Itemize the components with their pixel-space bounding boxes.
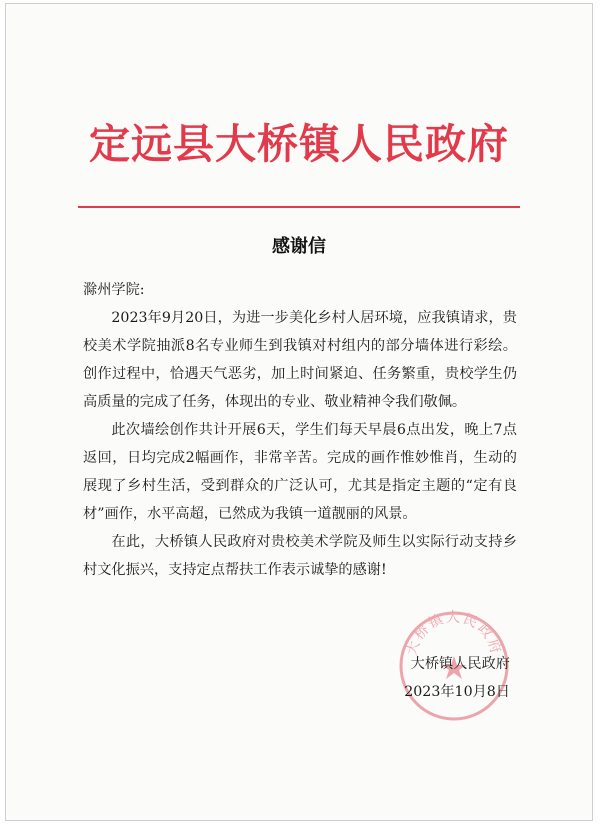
letter-page: [5, 3, 593, 821]
paragraph-1: 2023年9月20日，为进一步美化乡村人居环境，应我镇请求，贵校美术学院抽派8名专业师生到我镇对村组内的部分墙体进行彩绘。创作过程中，恰遇天气恶劣，加上时间紧迫、任务繁重，贵校学生仍高质量的完成了任务，体现出的专业、敬业精神令我们敬佩。: [83, 310, 517, 410]
letterhead-divider: [78, 206, 520, 208]
signature-block: [404, 650, 510, 706]
letter-title: 感谢信: [272, 236, 326, 257]
salutation: 滁州学院:: [83, 282, 145, 298]
signature-org: 大桥镇人民政府: [410, 656, 510, 672]
letterhead-title: 定远县大桥镇人民政府: [89, 120, 509, 168]
letter-body: [83, 276, 517, 584]
seal-text: 大桥镇人民政府: [403, 610, 505, 658]
paragraph-2: 此次墙绘创作共计开展6天，学生们每天早晨6点出发，晚上7点返回，日均完成2幅画作，非常辛苦。完成的画作惟妙惟肖，生动的展现了乡村生活，受到群众的广泛认可，尤其是指定主题的“定有良材”画作，水平高超，已然成为我镇一道靓丽的风景。: [83, 422, 517, 522]
paragraph-3: 在此，大桥镇人民政府对贵校美术学院及师生以实际行动支持乡村文化振兴，支持定点帮扶工作表示诚挚的感谢!: [83, 534, 517, 578]
signature-date: 2023年10月8日: [404, 684, 510, 700]
